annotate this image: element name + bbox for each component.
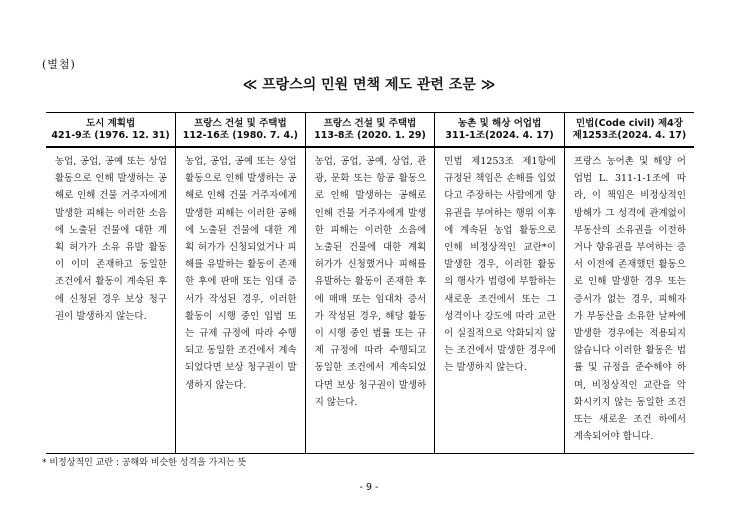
table-row [46,147,694,454]
table-header-row [46,113,694,148]
page-title: ≪ 프랑스의 민원 면책 제도 관련 조문 ≫ [242,77,496,93]
provision-text: 농업, 공업, 공예 또는 상업 활동으로 인해 발생하는 공해로 인해 건물 거주자에게 발생한 피해는 이러한 소음에 노출된 건물에 대한 계획 허가가 소유 유발 활동이 이미 존재하고 동일한 조건에서 활동이 계속된 후에 신청된 경우 보상 청구권이 발생하지 않는다. [46,147,176,454]
provision-text: 프랑스 농어촌 및 해양 어업법 L. 311-1-1조에 따라, 이 책임은 비정상적인 방해가 그 성격에 관계없이 부동산의 소유권을 이전하거나 향유권을 부여하는 증서 이전에 존재했던 활동으로 인해 발생한 경우 또는 증서가 없는 경우, 피해자가 부동산을 소유한 날짜에 발생한 경우에는 적용되지 않습니다 이러한 활동은 법률 및 규정을 준수해야 하며, 비정상적인 교란을 악화시키지 않는 동일한 조건 또는 새로운 조건 하에서 계속되어야 합니다. [564,147,694,454]
column-header [46,113,176,148]
column-header-article: 제1253조(2024. 4. 17) [572,129,687,141]
provision-text: 농업, 공업, 공예, 상업, 관광, 문화 또는 항공 활동으로 인해 발생하는 공해로 인해 건물 거주자에게 발생한 피해는 이러한 소음에 노출된 건물에 대한 계획 허가가 신청했거나 피해를 유발하는 활동이 존재한 후에 매매 또는 임대차 증서가 작성된 경우, 해당 활동이 시행 중인 법률 또는 규제 규정에 따라 수행되고 동일한 조건에서 계속되었다면 보상 청구권이 발생하지 않는다. [305,147,435,454]
column-header [435,113,565,148]
column-header-law: 도시 계획법 [85,117,136,129]
column-header-article: 113-8조 (2020. 1. 29) [314,129,426,141]
column-header-law: 농촌 및 해상 어업법 [457,117,542,129]
column-header-article: 112-16조 (1980. 7. 4.) [182,129,299,141]
column-header-article: 311-1조(2024. 4. 17) [445,129,554,141]
column-header-law: 민법(Code civil) 제4장 [575,117,683,129]
provisions-table [46,112,694,454]
annex-label: (별첨) [42,58,76,71]
provision-text: 농업, 공업, 공예 또는 상업 활동으로 인해 발생하는 공해로 인해 건물 거주자에게 발생한 피해는 이러한 공해에 노출된 건물에 대한 계획 허가가 신청되었거나 피해를 유발하는 활동이 존재한 후에 판매 또는 임대 증서가 작성된 경우, 이러한 활동이 시행 중인 입법 또는 규제 규정에 따라 수행되고 동일한 조건에서 계속되었다면 보상 청구권이 발생하지 않는다. [176,147,306,454]
page-number: - 9 - [359,482,379,493]
column-header-law: 프랑스 건설 및 주택법 [194,117,287,129]
column-header [564,113,694,148]
column-header-article: 421-9조 (1976. 12. 31) [51,129,170,141]
column-header-law: 프랑스 건설 및 주택법 [323,117,417,129]
column-header [176,113,306,148]
provision-text: 민법 제1253조 제1항에 규정된 책임은 손해를 입었다고 주장하는 사람에게 향유권을 부여하는 행위 이후에 계속된 농업 활동으로 인해 비정상적인 교란*이 발생한 경우, 이러한 활동의 행사가 법령에 부합하는 새로운 조건에서 또는 그 성격이나 강도에 따라 교란이 실질적으로 악화되지 않는 조건에서 발생한 경우에는 발생하지 않는다. [435,147,565,454]
footnote: * 비정상적인 교란 : 공해와 비슷한 성격을 가지는 뜻 [42,458,247,468]
column-header [305,113,435,148]
